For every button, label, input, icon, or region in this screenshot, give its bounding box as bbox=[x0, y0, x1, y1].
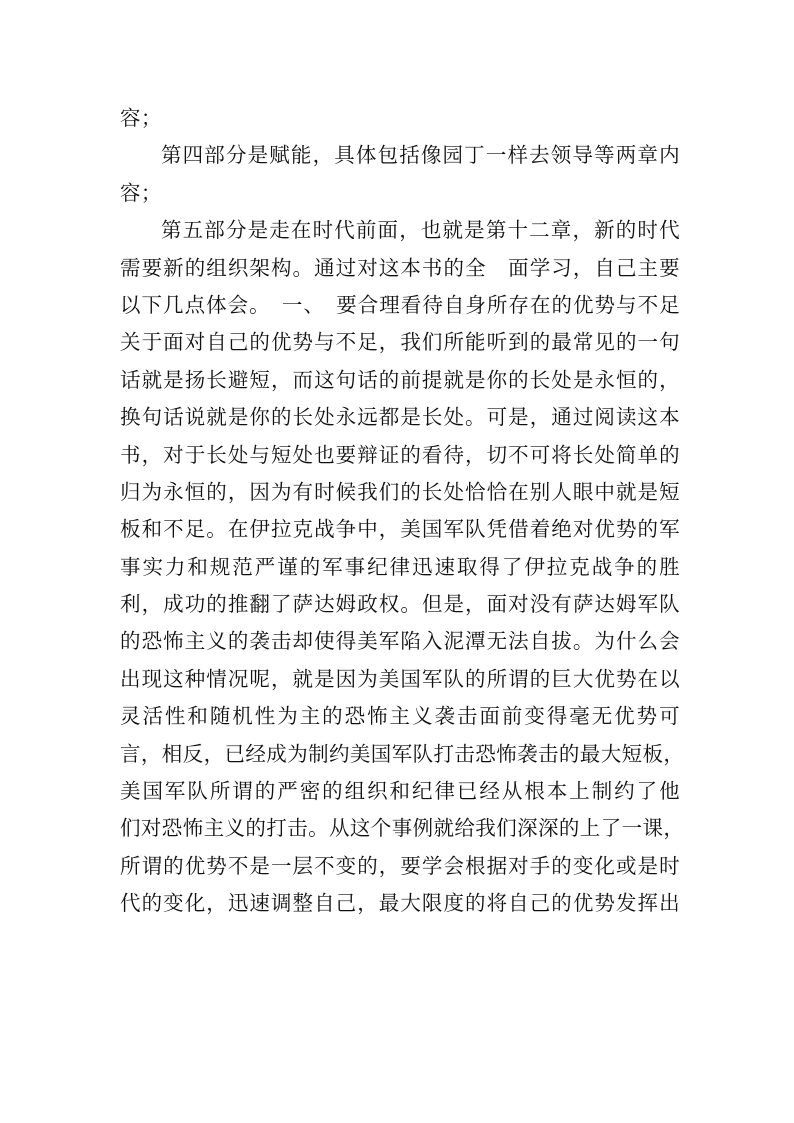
text-line: 换句话说就是你的长处永远都是长处。可是，通过阅读这本 bbox=[120, 405, 680, 430]
text-line: 代的变化，迅速调整自己，最大限度的将自己的优势发挥出 bbox=[120, 891, 680, 916]
text-line: 书，对于长处与短处也要辩证的看待，切不可将长处简单的 bbox=[120, 442, 680, 467]
text-line: 话就是扬长避短，而这句话的前提就是你的长处是永恒的， bbox=[120, 367, 680, 392]
text-line: 第五部分是走在时代前面，也就是第十二章，新的时代 bbox=[161, 218, 680, 243]
text-line: 以下几点体会。 一、 要合理看待自身所存在的优势与不足 bbox=[120, 292, 680, 317]
text-line: 出现这种情况呢，就是因为美国军队的所谓的巨大优势在以 bbox=[120, 666, 680, 691]
text-line: 第四部分是赋能，具体包括像园丁一样去领导等两章内 bbox=[161, 143, 680, 168]
text-line: 的恐怖主义的袭击却使得美军陷入泥潭无法自拔。为什么会 bbox=[120, 629, 680, 654]
text-line: 容； bbox=[120, 106, 162, 130]
text-line: 板和不足。在伊拉克战争中，美国军队凭借着绝对优势的军 bbox=[120, 517, 680, 542]
text-line: 事实力和规范严谨的军事纪律迅速取得了伊拉克战争的胜 bbox=[120, 554, 680, 579]
text-line: 关于面对自己的优势与不足，我们所能听到的最常见的一句 bbox=[120, 330, 680, 355]
text-line: 需要新的组织架构。通过对这本书的全 面学习，自己主要 bbox=[120, 255, 680, 280]
text-line: 美国军队所谓的严密的组织和纪律已经从根本上制约了他 bbox=[120, 779, 680, 804]
text-line: 所谓的优势不是一层不变的，要学会根据对手的变化或是时 bbox=[120, 853, 680, 878]
text-line: 言，相反，已经成为制约美国军队打击恐怖袭击的最大短板， bbox=[120, 741, 685, 766]
document-body bbox=[120, 100, 685, 923]
text-line: 容； bbox=[120, 180, 162, 205]
text-line: 利，成功的推翻了萨达姆政权。但是，面对没有萨达姆军队 bbox=[120, 592, 680, 617]
text-line: 归为永恒的，因为有时候我们的长处恰恰在别人眼中就是短 bbox=[120, 479, 680, 504]
text-line: 们对恐怖主义的打击。从这个事例就给我们深深的上了一课， bbox=[120, 816, 685, 841]
text-line: 灵活性和随机性为主的恐怖主义袭击面前变得毫无优势可 bbox=[120, 704, 680, 729]
